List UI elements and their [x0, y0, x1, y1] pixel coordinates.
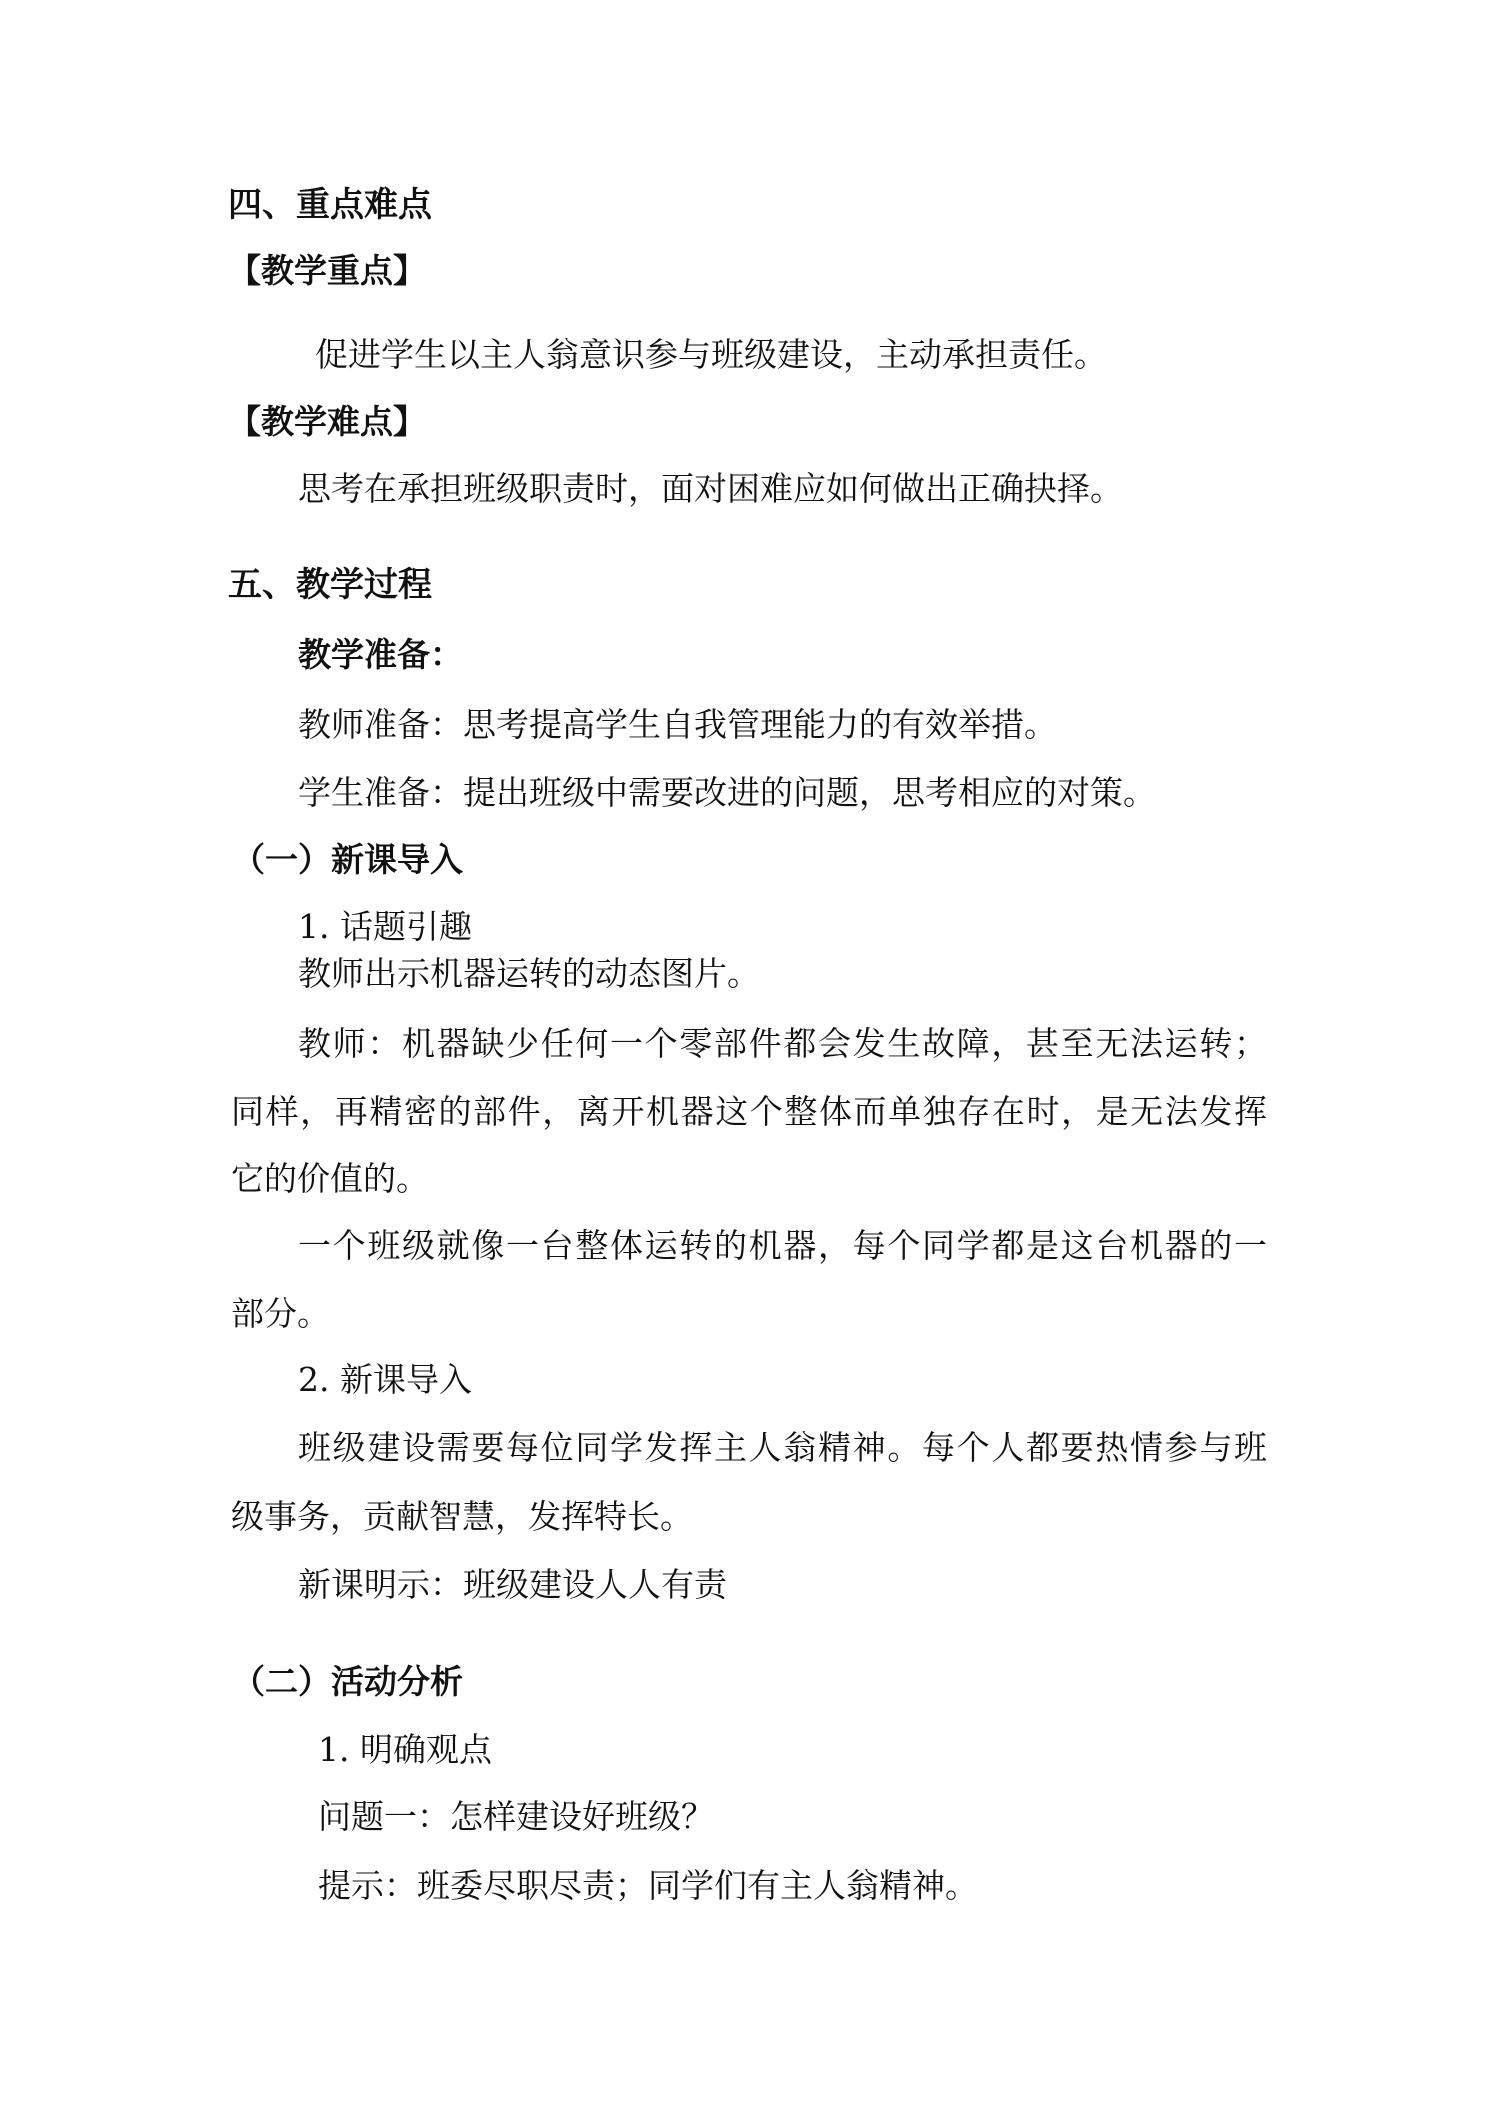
section-heading-teaching-process: 五、教学过程: [228, 565, 432, 605]
question1-text: 问题一：怎样建设好班级？: [318, 1797, 714, 1836]
teaching-focus-label: 【教学重点】: [228, 251, 426, 290]
new-lesson-text: 新课明示：班级建设人人有责: [298, 1565, 727, 1604]
teacher-prep-text: 教师准备：思考提高学生自我管理能力的有效举措。: [298, 705, 1057, 744]
part1-item2-title: 2. 新课导入: [298, 1360, 472, 1399]
part1-item1-text: 教师出示机器运转的动态图片。: [298, 954, 760, 993]
part2-item1-title: 1. 明确观点: [318, 1730, 492, 1769]
para2-line2: 部分。: [231, 1294, 330, 1333]
teaching-focus-text: 促进学生以主人翁意识参与班级建设，主动承担责任。: [315, 335, 1107, 374]
para3-line1: 班级建设需要每位同学发挥主人翁精神。每个人都要热情参与班: [298, 1428, 1267, 1467]
teaching-prep-label: 教学准备：: [298, 635, 463, 674]
para1-line3: 它的价值的。: [231, 1159, 429, 1198]
para1-line2: 同样，再精密的部件，离开机器这个整体而单独存在时，是无法发挥: [231, 1092, 1267, 1131]
para3-line2: 级事务，贡献智慧，发挥特长。: [231, 1497, 693, 1536]
section-heading-key-points: 四、重点难点: [228, 185, 432, 225]
part2-heading: （二）活动分析: [232, 1662, 463, 1701]
hint-text: 提示：班委尽职尽责；同学们有主人翁精神。: [318, 1866, 978, 1905]
part1-heading: （一）新课导入: [232, 840, 463, 879]
teaching-difficulty-text: 思考在承担班级职责时，面对困难应如何做出正确抉择。: [298, 469, 1123, 508]
teaching-difficulty-label: 【教学难点】: [228, 402, 426, 441]
para1-line1: 教师：机器缺少任何一个零部件都会发生故障，甚至无法运转；: [298, 1024, 1267, 1063]
part1-item1-title: 1. 话题引趣: [298, 907, 472, 946]
student-prep-text: 学生准备：提出班级中需要改进的问题，思考相应的对策。: [298, 773, 1156, 812]
para2-line1: 一个班级就像一台整体运转的机器，每个同学都是这台机器的一: [298, 1226, 1267, 1265]
